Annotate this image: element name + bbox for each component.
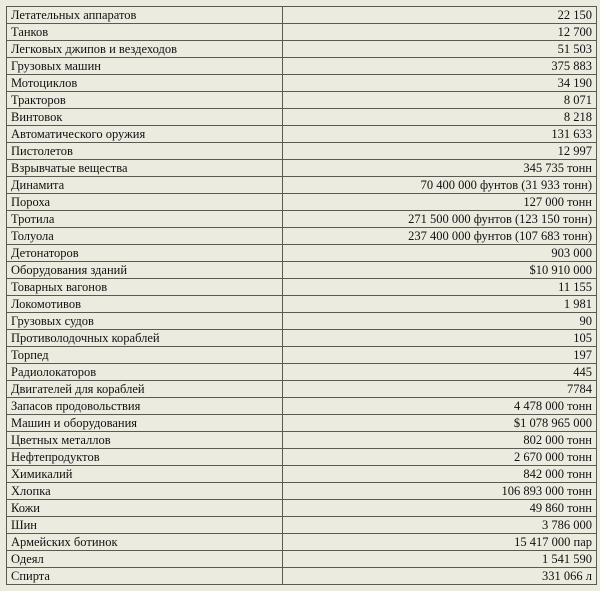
item-value-cell: 12 997 [283,143,597,160]
item-name-cell: Пистолетов [7,143,283,160]
item-name-cell: Танков [7,24,283,41]
item-name-cell: Грузовых судов [7,313,283,330]
item-name-cell: Тракторов [7,92,283,109]
item-name-cell: Нефтепродуктов [7,449,283,466]
item-name-cell: Противолодочных кораблей [7,330,283,347]
item-value-cell: 3 786 000 [283,517,597,534]
item-name-cell: Товарных вагонов [7,279,283,296]
table-row [7,58,597,75]
table-row [7,551,597,568]
item-value-cell: 105 [283,330,597,347]
item-name-cell: Оборудования зданий [7,262,283,279]
table-row [7,466,597,483]
supply-table-body [7,7,597,585]
item-value-cell: 1 541 590 [283,551,597,568]
table-row [7,398,597,415]
item-name-cell: Шин [7,517,283,534]
item-value-cell: 802 000 тонн [283,432,597,449]
table-row [7,296,597,313]
item-value-cell: 90 [283,313,597,330]
table-row [7,449,597,466]
item-value-cell: 331 066 л [283,568,597,585]
item-name-cell: Химикалий [7,466,283,483]
item-name-cell: Взрывчатые вещества [7,160,283,177]
table-row [7,534,597,551]
table-row [7,483,597,500]
item-value-cell: 127 000 тонн [283,194,597,211]
item-name-cell: Запасов продовольствия [7,398,283,415]
item-value-cell: 237 400 000 фунтов (107 683 тонн) [283,228,597,245]
item-name-cell: Машин и оборудования [7,415,283,432]
table-row [7,211,597,228]
table-row [7,24,597,41]
item-value-cell: 445 [283,364,597,381]
table-row [7,330,597,347]
item-value-cell: 106 893 000 тонн [283,483,597,500]
item-name-cell: Двигателей для кораблей [7,381,283,398]
item-name-cell: Легковых джипов и вездеходов [7,41,283,58]
item-name-cell: Локомотивов [7,296,283,313]
item-name-cell: Летательных аппаратов [7,7,283,24]
item-name-cell: Толуола [7,228,283,245]
item-value-cell: $10 910 000 [283,262,597,279]
table-row [7,92,597,109]
item-value-cell: 4 478 000 тонн [283,398,597,415]
table-row [7,228,597,245]
item-value-cell: 271 500 000 фунтов (123 150 тонн) [283,211,597,228]
table-row [7,432,597,449]
item-value-cell: $1 078 965 000 [283,415,597,432]
table-row [7,517,597,534]
item-value-cell: 1 981 [283,296,597,313]
item-name-cell: Хлопка [7,483,283,500]
item-name-cell: Кожи [7,500,283,517]
table-row [7,500,597,517]
item-name-cell: Пороха [7,194,283,211]
table-row [7,245,597,262]
table-row [7,177,597,194]
item-value-cell: 12 700 [283,24,597,41]
table-row [7,381,597,398]
item-name-cell: Автоматического оружия [7,126,283,143]
table-row [7,7,597,24]
item-name-cell: Винтовок [7,109,283,126]
item-name-cell: Спирта [7,568,283,585]
item-value-cell: 11 155 [283,279,597,296]
item-name-cell: Детонаторов [7,245,283,262]
table-row [7,347,597,364]
item-name-cell: Торпед [7,347,283,364]
item-name-cell: Мотоциклов [7,75,283,92]
item-value-cell: 842 000 тонн [283,466,597,483]
item-name-cell: Армейских ботинок [7,534,283,551]
item-value-cell: 49 860 тонн [283,500,597,517]
item-value-cell: 345 735 тонн [283,160,597,177]
supply-table [6,6,597,585]
table-row [7,313,597,330]
table-row [7,262,597,279]
item-value-cell: 8 071 [283,92,597,109]
item-name-cell: Одеял [7,551,283,568]
item-value-cell: 8 218 [283,109,597,126]
table-row [7,143,597,160]
item-name-cell: Грузовых машин [7,58,283,75]
item-name-cell: Цветных металлов [7,432,283,449]
table-row [7,415,597,432]
item-value-cell: 197 [283,347,597,364]
item-name-cell: Динамита [7,177,283,194]
table-row [7,75,597,92]
table-row [7,194,597,211]
table-row [7,160,597,177]
item-name-cell: Тротила [7,211,283,228]
table-row [7,364,597,381]
table-row [7,279,597,296]
item-value-cell: 22 150 [283,7,597,24]
item-value-cell: 51 503 [283,41,597,58]
item-value-cell: 70 400 000 фунтов (31 933 тонн) [283,177,597,194]
item-value-cell: 15 417 000 пар [283,534,597,551]
table-row [7,41,597,58]
item-value-cell: 375 883 [283,58,597,75]
item-value-cell: 34 190 [283,75,597,92]
item-value-cell: 131 633 [283,126,597,143]
item-value-cell: 2 670 000 тонн [283,449,597,466]
item-name-cell: Радиолокаторов [7,364,283,381]
item-value-cell: 903 000 [283,245,597,262]
table-row [7,109,597,126]
table-row [7,126,597,143]
table-row [7,568,597,585]
item-value-cell: 7784 [283,381,597,398]
